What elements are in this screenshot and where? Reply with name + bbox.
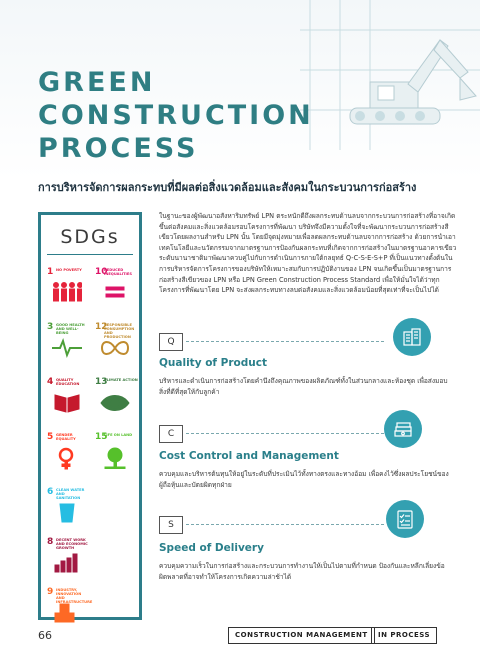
sdg-goal-8 — [46, 537, 88, 589]
sdg-panel — [38, 212, 142, 620]
cubes-icon — [52, 601, 82, 625]
eye-earth-icon — [100, 391, 130, 415]
sdg-goal-number: 15 — [95, 432, 108, 442]
sdg-goal-number: 6 — [47, 487, 54, 497]
section-c-letter: C — [159, 425, 183, 443]
section-q-divider — [186, 341, 384, 342]
infinity-icon — [100, 336, 130, 360]
excavator-illustration — [300, 0, 480, 160]
water-glass-icon — [52, 501, 82, 525]
page-subtitle: การบริหารจัดการผลกระทบที่มีผลต่อสิ่งแวดล้อมและสังคมในกระบวนการก่อสร้าง — [38, 181, 417, 194]
heartbeat-icon — [52, 336, 82, 360]
section-s-body: ควบคุมความเร็วในการก่อสร้างและกระบวนการทำงานให้เป็นไปตามที่กำหนด ป้องกันและหลีกเลี่ยงข้อผิดพลาดที่อาจทำให้โครงการเกิดความล่าช้าได้ — [159, 562, 445, 581]
sdg-goal-number: 1 — [47, 267, 54, 277]
sdg-goal-4 — [46, 377, 88, 429]
sdg-goal-label: REDUCED INEQUALITIES — [104, 268, 132, 276]
footer-tag-in-process: IN PROCESS — [371, 627, 437, 644]
money-stack-icon — [384, 410, 422, 448]
sdg-goal-label: LIFE ON LAND — [104, 433, 133, 437]
equality-icon — [100, 281, 130, 305]
section-c-body: ควบคุมและบริหารต้นทุนให้อยู่ในระดับที่ประเมินไว้ทั้งทางตรงและทางอ้อม เพื่อคงไว้ซึ่งผลประโยชน์ของผู้ถือหุ้นและบัตยผิดทุกฝ่าย — [159, 470, 449, 489]
sdg-goal-10 — [94, 267, 136, 319]
sdg-goal-number: 13 — [95, 377, 108, 387]
sdg-goal-label: CLIMATE ACTION — [104, 378, 138, 382]
sdg-panel-title: SDGs — [60, 226, 120, 248]
sdg-goal-label: INDUSTRY, INNOVATION AND INFRASTRUCTURE — [56, 588, 93, 604]
sdg-goal-number: 12 — [95, 322, 108, 332]
sdg-goal-number: 9 — [47, 587, 54, 597]
sdg-goal-label: DECENT WORK AND ECONOMIC GROWTH — [56, 538, 88, 550]
section-q-body: บริหารและดำเนินการก่อสร้างโดยคำนึงถึงคุณภาพของผลิตภัณฑ์ทั้งในส่วนกลางและห้องชุด เพื่อส่งมอบสิ่งที่ดีที่สุดให้กับลูกค้า — [159, 377, 448, 396]
title-line-2: CONSTRUCTION — [38, 100, 314, 131]
section-s-divider — [186, 524, 384, 525]
section-q-letter: Q — [159, 333, 183, 351]
sdg-divider — [47, 254, 133, 255]
sdg-goal-5 — [46, 432, 88, 484]
intro-paragraph: ในฐานะของผู้พัฒนาอสังหาริมทรัพย์ LPN ตระหนักดีถึงผลกระทบด้านลบจากกระบวนการก่อสร้างที่อาจเกิดขึ้นต่อสังคมและสิ่งแวดล้อมรอบโครงการที่พัฒนา บริษัทจึงมีความตั้งใจที่จะพัฒนากระบวนการก่อสร้างสีเขียวโดยผลงานสำหรับ LPN นั้น โดยมีจุดมุ่งหมายเพื่อลดผลกระทบด้านลบจากการก่อสร้าง ด้วยการนำเอาเทคโนโลยีและนวัตกรรมจากมาตรฐานการป้องกันผลกระทบที่เกิดจากการก่อสร้างในมาตรฐานอาคารเขียวระดับนานาชาติมาพัฒนาควบคู่ไปกับการดำเนินการภายใต้กลยุทธ์ Q-C-S-E-S+P ที่เป็นแนวทางตั้งต้นในการบริหารจัดการโครงการของบริษัทให้เหมาะสมกับการปฏิบัติงานของ LPN จนเกิดขึ้นเป็นมาตรฐานการก่อสร้างสีเขียวของ LPN หรือ LPN Green Construction Process Standard เพื่อให้มั่นใจได้ว่าทุกโครงการที่พัฒนาโดย LPN จะส่งผลกระทบทางลบต่อสังคมและสิ่งแวดล้อมน้อยที่สุดเท่าที่จะเป็นไปได้ — [159, 212, 457, 295]
sdg-goal-number: 5 — [47, 432, 54, 442]
title-line-1: GREEN — [38, 67, 156, 98]
growth-chart-icon — [52, 551, 82, 575]
section-s-title: Speed of Delivery — [159, 542, 264, 554]
sdg-goal-9 — [46, 587, 93, 639]
tree-icon — [100, 446, 130, 470]
sdg-goal-number: 10 — [95, 267, 108, 277]
section-c-title: Cost Control and Management — [159, 450, 339, 462]
sdg-goal-13 — [94, 377, 136, 429]
page-number: 66 — [38, 629, 52, 642]
sdg-goal-3 — [46, 322, 88, 374]
gender-icon — [52, 446, 82, 470]
sdg-goal-6 — [46, 487, 88, 539]
building-blueprint-icon — [393, 318, 431, 356]
family-icon — [52, 281, 82, 305]
section-s-letter: S — [159, 516, 183, 534]
sdg-goal-label: GOOD HEALTH AND WELL-BEING — [56, 323, 85, 335]
sdg-goal-label: RESPONSIBLE CONSUMPTION AND PRODUCTION — [104, 323, 135, 339]
page-title — [38, 66, 314, 165]
footer-tag-construction-management: CONSTRUCTION MANAGEMENT — [228, 627, 375, 644]
section-c-divider — [186, 433, 384, 434]
title-line-3: PROCESS — [38, 133, 199, 164]
sdg-goal-label: QUALITY EDUCATION — [56, 378, 80, 386]
sdg-goal-label: CLEAN WATER AND SANITATION — [56, 488, 85, 500]
sdg-goal-number: 3 — [47, 322, 54, 332]
sdg-goal-number: 4 — [47, 377, 54, 387]
sdg-goal-label: GENDER EQUALITY — [56, 433, 76, 441]
sdg-goal-15 — [94, 432, 136, 484]
sdg-goal-12 — [94, 322, 136, 374]
sdg-goal-number: 8 — [47, 537, 54, 547]
section-q-title: Quality of Product — [159, 357, 267, 369]
checklist-icon — [386, 500, 424, 538]
book-icon — [52, 391, 82, 415]
sdg-goal-1 — [46, 267, 88, 319]
sdg-goal-label: NO POVERTY — [56, 268, 82, 272]
